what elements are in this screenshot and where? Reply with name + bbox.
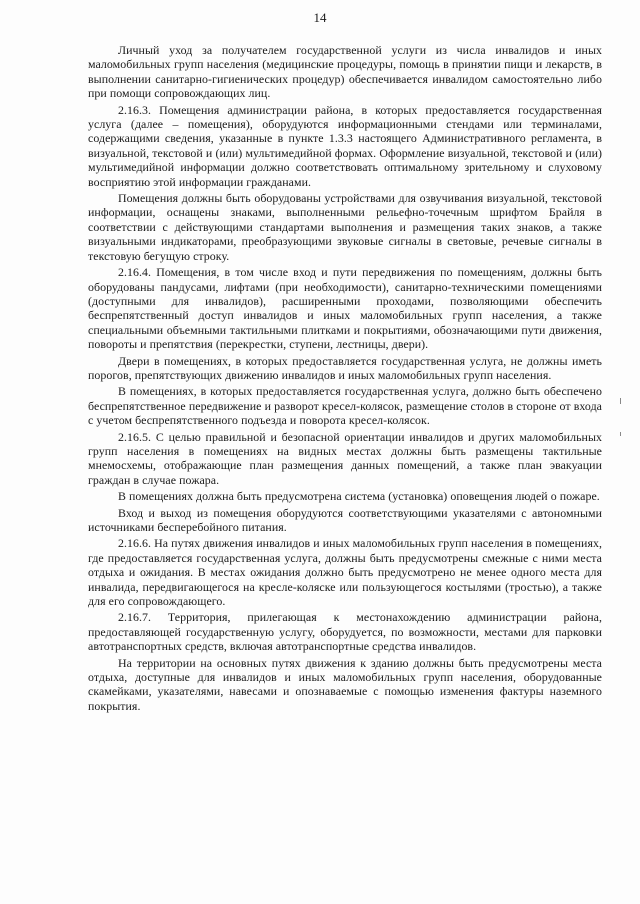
paragraph-territory-rest: На территории на основных путях движения к зданию должны быть предусмотрены места отдыха, доступные для инвалидов и иных маломобильных групп населения, оборудованные скамейками, указателями, навесами и опознаваемые с помощью изменения фактуры наземного покрытия. bbox=[88, 655, 602, 713]
paragraph-2-16-6: 2.16.6. На путях движения инвалидов и иных маломобильных групп населения в помещениях, где предоставляется государственная услуга, должны быть предусмотрены смежные с ними места отдыха и ожидания. В местах ожидания должно быть предусмотрено не менее одного места для инвалида, передвигающегося на кресле-коляске или пользующегося костылями (тростью), а также для его сопровождающего. bbox=[88, 536, 602, 609]
paragraph-equipment: Помещения должны быть оборудованы устройствами для озвучивания визуальной, текстовой информации, оснащены знаками, выполненными рельефно-точечным шрифтом Брайля в соответствии с действующими стандартами выполнения и размещения таких знаков, а также визуальными индикаторами, преобразующими звуковые сигналы в световые, речевые сигналы в текстовую бегущую строку. bbox=[88, 191, 602, 263]
paragraph-doors: Двери в помещениях, в которых предоставляется государственная услуга, не должны иметь порогов, препятствующих движению инвалидов и иных маломобильных групп населения. bbox=[88, 353, 602, 382]
paragraph-fire-alarm: В помещениях должна быть предусмотрена система (установка) оповещения людей о пожаре. bbox=[118, 489, 600, 504]
paragraph-2-16-3: 2.16.3. Помещения администрации района, в которых предоставляется государственная услуга (далее – помещения), оборудуются информационными стендами или терминалами, содержащими сведения, указанные в пункте 1.3.3 настоящего Административного регламента, в визуальной, текстовой и (или) мультимедийной формах. Оформление визуальной, текстовой и (или) мультимедийной информации должно соответствовать оптимальному зрительному и слуховому восприятию этой информации гражданами. bbox=[88, 102, 602, 189]
paragraph-entry-exit: Вход и выход из помещения оборудуются соответствующими указателями с автономными источниками бесперебойного питания. bbox=[88, 505, 602, 534]
paragraph-2-16-5: 2.16.5. С целью правильной и безопасной ориентации инвалидов и других маломобильных групп населения в помещениях на видных местах должны быть размещены тактильные мнемосхемы, отображающие план размещения данных помещений, а также план эвакуации граждан в случае пожара. bbox=[88, 429, 602, 487]
paragraph-2-16-7: 2.16.7. Территория, прилегающая к местонахождению администрации района, предоставляющей государственную услугу, оборудуется, по возможности, местами для парковки автотранспортных средств, включая автотранспортные средства инвалидов. bbox=[88, 610, 602, 654]
paragraph-wheelchair-movement: В помещениях, в которых предоставляется государственная услуга, должно быть обеспечено беспрепятственное передвижение и разворот кресел-колясок, размещение столов в стороне от входа с учетом беспрепятственного подъезда и поворота кресел-колясок. bbox=[88, 384, 602, 428]
scan-margin-mark bbox=[620, 432, 621, 436]
paragraph-2-16-4: 2.16.4. Помещения, в том числе вход и пути передвижения по помещениям, должны быть оборудованы пандусами, лифтами (при необходимости), санитарно-техническими помещениями (доступными для инвалидов), расширенными проходами, позволяющими обеспечить беспрепятственный доступ инвалидов и иных маломобильных групп населения, а также специальными объемными тактильными плитками и покрытиями, обозначающими пути движения, повороты и препятствия (перекрестки, ступени, лестницы, двери). bbox=[88, 265, 602, 352]
page-number: 14 bbox=[313, 10, 327, 25]
document-body bbox=[88, 43, 602, 715]
paragraph-personal-care: Личный уход за получателем государственной услуги из числа инвалидов и иных маломобильных групп населения (медицинские процедуры, помощь в принятии пищи и лекарств, в выполнении санитарно-гигиенических процедур) обеспечивается инвалидом самостоятельно либо при помощи сопровождающих лиц. bbox=[88, 43, 602, 101]
scan-margin-mark bbox=[620, 398, 621, 404]
